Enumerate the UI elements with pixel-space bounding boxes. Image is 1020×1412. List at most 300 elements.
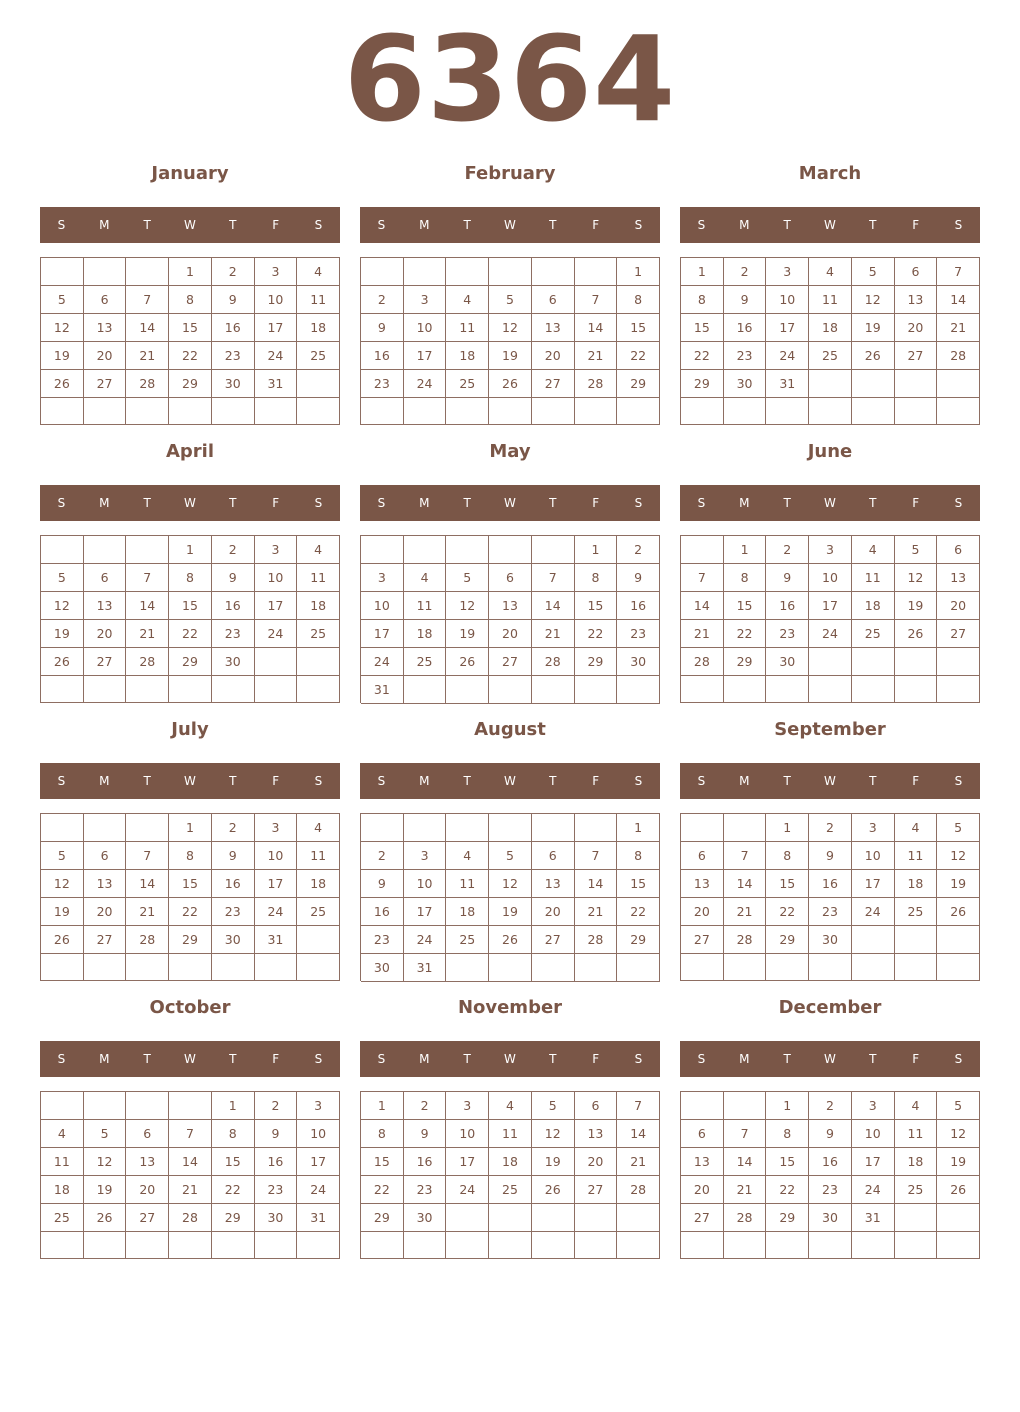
day-cell: 16 — [212, 870, 255, 898]
day-cell: 7 — [126, 286, 169, 314]
empty-day-cell — [575, 814, 618, 842]
day-cell: 15 — [617, 314, 660, 342]
empty-day-cell — [84, 398, 127, 425]
day-cell: 1 — [575, 536, 618, 564]
day-cell: 17 — [404, 342, 447, 370]
weekday-header — [40, 485, 340, 521]
weekday-label: S — [954, 218, 963, 232]
empty-day-cell — [532, 1232, 575, 1259]
day-cell: 30 — [809, 1204, 852, 1232]
day-grid — [360, 813, 660, 981]
empty-day-cell — [361, 536, 404, 564]
weekday-label: W — [504, 496, 516, 510]
day-cell: 7 — [532, 564, 575, 592]
empty-day-cell — [809, 648, 852, 676]
day-cell: 19 — [489, 898, 532, 926]
weekday-label: T — [229, 218, 237, 232]
day-cell: 10 — [255, 564, 298, 592]
day-cell: 12 — [84, 1148, 127, 1176]
day-cell: 3 — [766, 258, 809, 286]
day-cell: 21 — [575, 898, 618, 926]
day-cell: 30 — [724, 370, 767, 398]
weekday-label: M — [739, 1052, 750, 1066]
day-cell: 16 — [361, 342, 404, 370]
empty-day-cell — [575, 954, 618, 982]
day-cell: 2 — [809, 814, 852, 842]
day-cell: 9 — [212, 286, 255, 314]
day-cell: 14 — [532, 592, 575, 620]
weekday-label: F — [912, 1052, 920, 1066]
empty-day-cell — [404, 536, 447, 564]
day-cell: 27 — [126, 1204, 169, 1232]
empty-day-cell — [532, 814, 575, 842]
day-cell: 14 — [724, 870, 767, 898]
day-cell: 26 — [489, 926, 532, 954]
day-cell: 23 — [809, 1176, 852, 1204]
empty-day-cell — [766, 1232, 809, 1259]
day-cell: 13 — [84, 870, 127, 898]
empty-day-cell — [297, 926, 340, 954]
day-cell: 26 — [532, 1176, 575, 1204]
weekday-label: F — [592, 1052, 600, 1066]
day-cell: 18 — [446, 898, 489, 926]
weekday-label: S — [57, 774, 66, 788]
day-cell: 17 — [255, 592, 298, 620]
day-cell: 20 — [532, 898, 575, 926]
empty-day-cell — [84, 676, 127, 703]
day-cell: 25 — [404, 648, 447, 676]
day-cell: 3 — [255, 814, 298, 842]
day-cell: 30 — [361, 954, 404, 982]
day-cell: 5 — [489, 842, 532, 870]
day-cell: 1 — [212, 1092, 255, 1120]
month-name: February — [464, 163, 556, 184]
day-cell: 20 — [681, 1176, 724, 1204]
day-cell: 27 — [489, 648, 532, 676]
empty-day-cell — [852, 954, 895, 981]
day-cell: 25 — [895, 1176, 938, 1204]
weekday-label: T — [783, 218, 791, 232]
day-cell: 25 — [446, 370, 489, 398]
day-cell: 3 — [404, 842, 447, 870]
weekday-label: F — [912, 774, 920, 788]
weekday-header — [680, 485, 980, 521]
day-cell: 7 — [681, 564, 724, 592]
day-cell: 12 — [937, 842, 980, 870]
weekday-header — [680, 1041, 980, 1077]
empty-day-cell — [41, 398, 84, 425]
day-cell: 15 — [169, 870, 212, 898]
empty-day-cell — [297, 1232, 340, 1259]
day-cell: 3 — [297, 1092, 340, 1120]
weekday-label: S — [697, 774, 706, 788]
weekday-label: M — [739, 774, 750, 788]
day-cell: 14 — [126, 870, 169, 898]
weekday-header — [40, 763, 340, 799]
empty-day-cell — [126, 398, 169, 425]
day-cell: 28 — [532, 648, 575, 676]
day-cell: 26 — [84, 1204, 127, 1232]
empty-day-cell — [404, 676, 447, 704]
day-cell: 28 — [126, 648, 169, 676]
day-cell: 8 — [212, 1120, 255, 1148]
day-cell: 29 — [766, 1204, 809, 1232]
day-cell: 19 — [41, 898, 84, 926]
day-cell: 16 — [809, 870, 852, 898]
weekday-label: T — [869, 774, 877, 788]
day-cell: 28 — [126, 370, 169, 398]
weekday-label: W — [504, 774, 516, 788]
empty-day-cell — [724, 1232, 767, 1259]
empty-day-cell — [297, 676, 340, 703]
day-cell: 7 — [126, 842, 169, 870]
empty-day-cell — [809, 954, 852, 981]
day-cell: 12 — [489, 870, 532, 898]
day-cell: 10 — [361, 592, 404, 620]
weekday-header — [360, 207, 660, 243]
weekday-header — [360, 1041, 660, 1077]
empty-day-cell — [895, 370, 938, 398]
day-cell: 4 — [297, 258, 340, 286]
day-cell: 9 — [809, 842, 852, 870]
empty-day-cell — [446, 954, 489, 982]
day-cell: 29 — [575, 648, 618, 676]
day-cell: 31 — [852, 1204, 895, 1232]
weekday-label: M — [419, 774, 430, 788]
day-cell: 11 — [297, 564, 340, 592]
day-cell: 24 — [404, 370, 447, 398]
day-cell: 21 — [126, 342, 169, 370]
day-cell: 12 — [852, 286, 895, 314]
weekday-label: S — [954, 496, 963, 510]
empty-day-cell — [126, 536, 169, 564]
empty-day-cell — [41, 676, 84, 703]
day-cell: 22 — [169, 342, 212, 370]
day-cell: 31 — [255, 926, 298, 954]
empty-day-cell — [126, 954, 169, 981]
day-cell: 10 — [852, 1120, 895, 1148]
weekday-label: F — [272, 774, 280, 788]
day-cell: 17 — [446, 1148, 489, 1176]
empty-day-cell — [41, 536, 84, 564]
weekday-label: T — [783, 774, 791, 788]
day-cell: 25 — [297, 898, 340, 926]
day-cell: 13 — [126, 1148, 169, 1176]
day-cell: 8 — [169, 842, 212, 870]
day-cell: 5 — [852, 258, 895, 286]
day-grid — [40, 813, 340, 981]
day-cell: 4 — [489, 1092, 532, 1120]
empty-day-cell — [852, 926, 895, 954]
empty-day-cell — [937, 648, 980, 676]
weekday-label: S — [697, 218, 706, 232]
day-cell: 1 — [617, 814, 660, 842]
day-cell: 9 — [404, 1120, 447, 1148]
empty-day-cell — [575, 676, 618, 704]
empty-day-cell — [169, 1092, 212, 1120]
day-cell: 29 — [617, 370, 660, 398]
day-cell: 29 — [766, 926, 809, 954]
day-cell: 6 — [532, 286, 575, 314]
day-cell: 11 — [489, 1120, 532, 1148]
day-cell: 29 — [724, 648, 767, 676]
weekday-label: W — [184, 774, 196, 788]
month-name: January — [151, 163, 229, 184]
day-cell: 19 — [937, 1148, 980, 1176]
day-grid — [360, 1091, 660, 1259]
month-name: July — [171, 719, 209, 740]
day-cell: 13 — [895, 286, 938, 314]
empty-day-cell — [169, 398, 212, 425]
day-cell: 16 — [724, 314, 767, 342]
day-cell: 24 — [361, 648, 404, 676]
day-cell: 12 — [41, 314, 84, 342]
day-cell: 22 — [617, 898, 660, 926]
day-cell: 4 — [852, 536, 895, 564]
day-cell: 21 — [617, 1148, 660, 1176]
day-cell: 4 — [404, 564, 447, 592]
day-cell: 31 — [404, 954, 447, 982]
empty-day-cell — [212, 676, 255, 703]
weekday-label: F — [592, 218, 600, 232]
day-cell: 1 — [766, 1092, 809, 1120]
day-cell: 22 — [766, 898, 809, 926]
day-cell: 10 — [446, 1120, 489, 1148]
empty-day-cell — [446, 676, 489, 704]
day-cell: 23 — [212, 620, 255, 648]
weekday-header — [680, 763, 980, 799]
day-cell: 3 — [852, 1092, 895, 1120]
weekday-label: T — [783, 1052, 791, 1066]
day-cell: 9 — [766, 564, 809, 592]
day-cell: 13 — [532, 870, 575, 898]
day-cell: 6 — [489, 564, 532, 592]
day-cell: 10 — [404, 870, 447, 898]
day-cell: 15 — [766, 870, 809, 898]
weekday-label: F — [272, 496, 280, 510]
day-cell: 11 — [809, 286, 852, 314]
empty-day-cell — [489, 258, 532, 286]
day-cell: 25 — [297, 342, 340, 370]
day-cell: 21 — [724, 898, 767, 926]
empty-day-cell — [361, 398, 404, 425]
day-cell: 6 — [937, 536, 980, 564]
day-cell: 3 — [809, 536, 852, 564]
day-cell: 8 — [724, 564, 767, 592]
day-cell: 31 — [255, 370, 298, 398]
day-cell: 4 — [41, 1120, 84, 1148]
day-cell: 26 — [852, 342, 895, 370]
day-cell: 28 — [937, 342, 980, 370]
day-cell: 16 — [212, 592, 255, 620]
day-cell: 19 — [446, 620, 489, 648]
day-cell: 11 — [41, 1148, 84, 1176]
weekday-label: T — [463, 1052, 471, 1066]
day-cell: 7 — [937, 258, 980, 286]
empty-day-cell — [84, 954, 127, 981]
day-cell: 19 — [41, 342, 84, 370]
empty-day-cell — [84, 1092, 127, 1120]
weekday-label: T — [549, 496, 557, 510]
month-name: August — [474, 719, 546, 740]
day-cell: 19 — [937, 870, 980, 898]
day-cell: 12 — [532, 1120, 575, 1148]
day-cell: 27 — [575, 1176, 618, 1204]
day-cell: 4 — [895, 814, 938, 842]
weekday-label: T — [869, 496, 877, 510]
day-cell: 14 — [169, 1148, 212, 1176]
empty-day-cell — [404, 1232, 447, 1259]
day-cell: 19 — [852, 314, 895, 342]
weekday-label: S — [634, 774, 643, 788]
day-cell: 10 — [404, 314, 447, 342]
weekday-label: W — [504, 1052, 516, 1066]
weekday-label: W — [504, 218, 516, 232]
empty-day-cell — [937, 954, 980, 981]
weekday-label: T — [463, 774, 471, 788]
day-cell: 19 — [895, 592, 938, 620]
empty-day-cell — [489, 398, 532, 425]
day-cell: 23 — [617, 620, 660, 648]
day-cell: 29 — [212, 1204, 255, 1232]
weekday-label: T — [143, 496, 151, 510]
day-cell: 26 — [937, 1176, 980, 1204]
day-cell: 1 — [681, 258, 724, 286]
day-cell: 18 — [852, 592, 895, 620]
day-cell: 2 — [809, 1092, 852, 1120]
day-cell: 22 — [617, 342, 660, 370]
weekday-label: S — [377, 774, 386, 788]
day-cell: 22 — [169, 898, 212, 926]
day-cell: 7 — [617, 1092, 660, 1120]
day-cell: 9 — [212, 842, 255, 870]
day-cell: 17 — [852, 870, 895, 898]
day-cell: 4 — [809, 258, 852, 286]
day-cell: 5 — [489, 286, 532, 314]
empty-day-cell — [575, 1232, 618, 1259]
weekday-label: W — [824, 218, 836, 232]
day-cell: 21 — [724, 1176, 767, 1204]
empty-day-cell — [532, 258, 575, 286]
weekday-label: W — [184, 1052, 196, 1066]
day-cell: 5 — [41, 286, 84, 314]
day-cell: 30 — [809, 926, 852, 954]
day-cell: 18 — [297, 870, 340, 898]
empty-day-cell — [895, 1232, 938, 1259]
weekday-label: S — [634, 1052, 643, 1066]
month-name: December — [778, 997, 882, 1018]
month-name: October — [149, 997, 231, 1018]
empty-day-cell — [766, 676, 809, 703]
empty-day-cell — [126, 1092, 169, 1120]
day-cell: 14 — [617, 1120, 660, 1148]
day-cell: 13 — [575, 1120, 618, 1148]
day-cell: 25 — [489, 1176, 532, 1204]
day-cell: 3 — [404, 286, 447, 314]
day-cell: 27 — [532, 370, 575, 398]
day-cell: 15 — [169, 592, 212, 620]
day-cell: 10 — [809, 564, 852, 592]
day-cell: 27 — [937, 620, 980, 648]
empty-day-cell — [404, 398, 447, 425]
weekday-label: T — [143, 218, 151, 232]
day-cell: 29 — [169, 926, 212, 954]
day-cell: 12 — [41, 592, 84, 620]
day-cell: 22 — [361, 1176, 404, 1204]
day-cell: 2 — [361, 286, 404, 314]
weekday-label: M — [99, 1052, 110, 1066]
day-cell: 31 — [297, 1204, 340, 1232]
empty-day-cell — [41, 1232, 84, 1259]
month-name: June — [807, 441, 853, 462]
day-cell: 6 — [84, 842, 127, 870]
day-cell: 8 — [361, 1120, 404, 1148]
empty-day-cell — [361, 258, 404, 286]
weekday-label: W — [184, 496, 196, 510]
day-cell: 8 — [766, 1120, 809, 1148]
day-cell: 20 — [489, 620, 532, 648]
day-cell: 21 — [681, 620, 724, 648]
empty-day-cell — [255, 398, 298, 425]
empty-day-cell — [575, 258, 618, 286]
day-cell: 3 — [361, 564, 404, 592]
empty-day-cell — [212, 954, 255, 981]
empty-day-cell — [41, 954, 84, 981]
empty-day-cell — [809, 398, 852, 425]
day-cell: 29 — [361, 1204, 404, 1232]
day-cell: 22 — [212, 1176, 255, 1204]
empty-day-cell — [809, 676, 852, 703]
empty-day-cell — [489, 536, 532, 564]
day-cell: 19 — [489, 342, 532, 370]
empty-day-cell — [126, 1232, 169, 1259]
empty-day-cell — [895, 954, 938, 981]
empty-day-cell — [937, 398, 980, 425]
day-cell: 24 — [255, 342, 298, 370]
day-cell: 21 — [169, 1176, 212, 1204]
day-cell: 7 — [724, 842, 767, 870]
day-cell: 2 — [361, 842, 404, 870]
empty-day-cell — [681, 676, 724, 703]
empty-day-cell — [617, 676, 660, 704]
empty-day-cell — [126, 258, 169, 286]
day-grid — [40, 535, 340, 703]
day-cell: 1 — [617, 258, 660, 286]
day-cell: 16 — [255, 1148, 298, 1176]
empty-day-cell — [446, 398, 489, 425]
empty-day-cell — [489, 1204, 532, 1232]
day-cell: 5 — [84, 1120, 127, 1148]
day-cell: 26 — [895, 620, 938, 648]
day-cell: 18 — [895, 1148, 938, 1176]
empty-day-cell — [84, 1232, 127, 1259]
day-cell: 3 — [852, 814, 895, 842]
day-cell: 14 — [575, 314, 618, 342]
day-cell: 28 — [575, 370, 618, 398]
empty-day-cell — [895, 398, 938, 425]
day-cell: 24 — [255, 620, 298, 648]
weekday-label: M — [99, 774, 110, 788]
empty-day-cell — [446, 258, 489, 286]
empty-day-cell — [937, 1232, 980, 1259]
day-cell: 28 — [681, 648, 724, 676]
empty-day-cell — [255, 676, 298, 703]
day-cell: 7 — [126, 564, 169, 592]
weekday-label: T — [229, 496, 237, 510]
day-cell: 10 — [255, 286, 298, 314]
day-cell: 21 — [532, 620, 575, 648]
day-cell: 13 — [681, 1148, 724, 1176]
